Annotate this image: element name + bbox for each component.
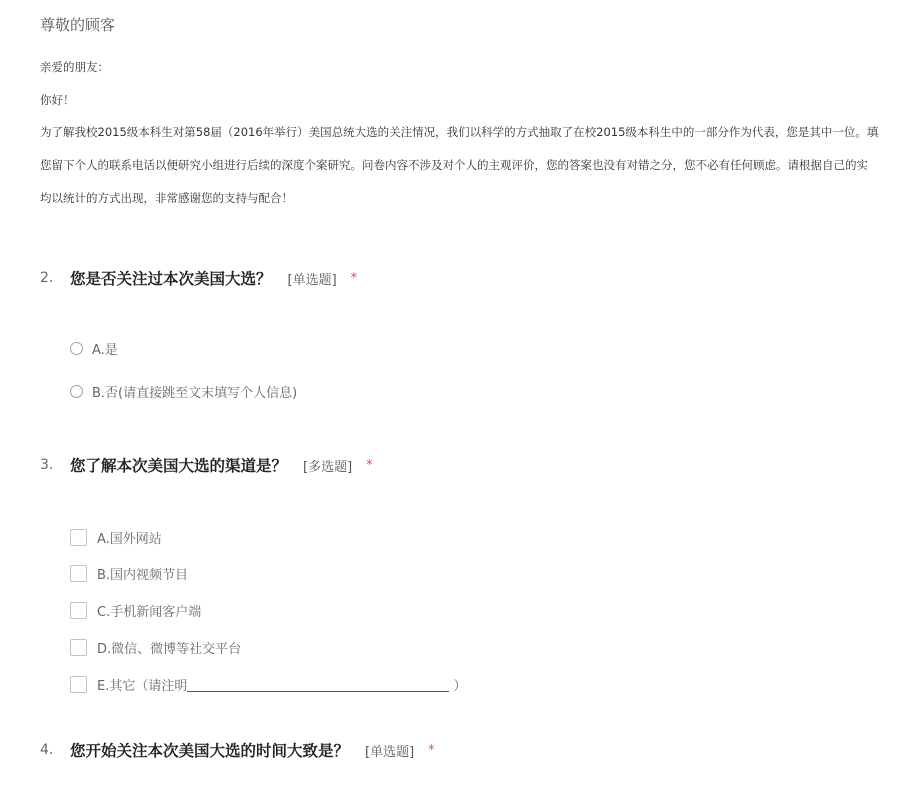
question-3-option-e-label: E.其它（请注明 — [97, 678, 188, 694]
question-2-option-b-label: B.否(请直接跳至文末填写个人信息) — [92, 385, 298, 401]
question-3-option-d[interactable] — [70, 636, 241, 658]
question-4-text: 您开始关注本次美国大选的时间大致是？ — [70, 742, 350, 760]
radio-button[interactable] — [70, 385, 83, 398]
question-3-option-b-label: B.国内视频节目 — [97, 567, 189, 583]
checkbox[interactable] — [70, 565, 87, 582]
question-4-header — [40, 738, 435, 762]
question-2-option-a[interactable] — [70, 337, 118, 359]
intro-title: 尊敬的顾客 — [40, 16, 116, 34]
question-4-required-marker: * — [428, 742, 435, 758]
checkbox[interactable] — [70, 639, 87, 656]
question-3-option-e[interactable] — [70, 673, 466, 695]
question-2-option-a-label: A.是 — [92, 342, 118, 358]
intro-greeting-hello: 你好！ — [40, 93, 75, 107]
question-2-option-b[interactable] — [70, 380, 297, 402]
intro-paragraph-line-1: 为了解我校2015级本科生对第58届（2016年举行）美国总统大选的关注情况，我们以科学的方式抽取了在校2015级本科生中的一部分作为代表，您是其中一位。填 — [40, 125, 879, 139]
question-2-required-marker: * — [350, 270, 358, 286]
intro-paragraph-line-3: 均以统计的方式出现，非常感谢您的支持与配合！ — [40, 191, 293, 205]
question-3-option-a[interactable] — [70, 526, 162, 548]
question-2-text: 您是否关注过本次美国大选？ — [70, 270, 272, 288]
intro-paragraph-line-2: 您留下个人的联系电话以便研究小组进行后续的深度个案研究。问卷内容不涉及对个人的主观评价，您的答案也没有对错之分，您不必有任何顾虑。请根据自己的实 — [40, 158, 868, 172]
question-3-type: [多选题] — [303, 459, 353, 475]
checkbox[interactable] — [70, 676, 87, 693]
question-3-option-c[interactable] — [70, 599, 201, 621]
question-2-number: 2. — [40, 270, 54, 286]
question-3-option-c-label: C.手机新闻客户端 — [97, 604, 202, 620]
question-3-number: 3. — [40, 457, 54, 473]
other-specify-input[interactable] — [187, 677, 449, 692]
question-3-option-a-label: A.国外网站 — [97, 531, 162, 547]
question-3-text: 您了解本次美国大选的渠道是？ — [70, 457, 288, 475]
other-specify-close-paren: ） — [453, 678, 467, 694]
question-2-type: [单选题] — [287, 272, 337, 288]
checkbox[interactable] — [70, 529, 87, 546]
question-4-type: [单选题] — [365, 744, 415, 760]
question-2-header — [40, 266, 357, 290]
radio-button[interactable] — [70, 342, 83, 355]
question-3-header — [40, 453, 373, 477]
question-3-required-marker: * — [366, 457, 373, 473]
intro-greeting-friend: 亲爱的朋友： — [40, 60, 109, 74]
question-4-number: 4. — [40, 742, 54, 758]
question-3-option-d-label: D.微信、微博等社交平台 — [97, 641, 242, 657]
question-3-option-b[interactable] — [70, 562, 188, 584]
checkbox[interactable] — [70, 602, 87, 619]
